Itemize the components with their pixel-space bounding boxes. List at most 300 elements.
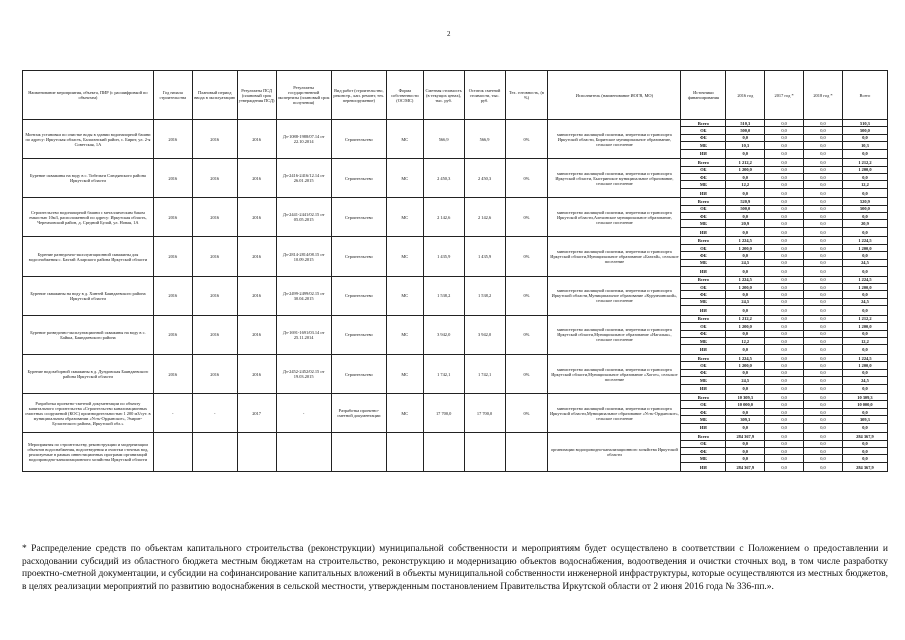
funding-source-cell: ОБ [681,362,726,369]
value-v2017-cell: 0,0 [765,127,804,134]
value-v2018-cell: 0,0 [804,423,843,433]
header-work-type: Вид работ (строительство, реконстр., кап. ремонт, тех. перевооружение) [331,71,386,120]
value-v2017-cell: 0,0 [765,384,804,394]
funding-source-cell: ОБ [681,284,726,291]
header-psd-results: Результаты ПСД (плановый срок утверждения ПСД) [237,71,276,120]
ownership-cell: МС [386,237,423,276]
value-v2017-cell: 0,0 [765,455,804,462]
object-name-cell: Мероприятия по строительству, реконструкции и модернизации объектов водоснабжения, водоотведения и очистки сточных вод, реализуемые в рамках инвестиционных программ организаций водопроводно-канализационного хозяйства Иркутской области [23,433,154,472]
funding-source-cell: ОБ [681,244,726,251]
value-v2017-cell: 0,0 [765,227,804,237]
header-name: Наименование мероприятия, объекта, ПИР (с расшифровкой по объектам) [23,71,154,120]
planned-period-cell: 2016 [192,237,237,276]
value-v2016-cell: 0,0 [726,173,765,180]
expertise-result-cell: Дз-2814-2814/08.15 от 10.09.2015 [276,237,331,276]
remaining-cost-cell [464,433,505,472]
value-v2016-cell: 24,5 [726,377,765,384]
remaining-cost-cell: 1 742,1 [464,354,505,393]
value-v2018-cell: 0,0 [804,198,843,205]
value-v2018-cell: 0,0 [804,455,843,462]
value-total-cell: 0,0 [842,252,887,259]
value-total-cell: 500,0 [842,205,887,212]
value-total-cell: 12,2 [842,181,887,188]
expertise-result-cell: Дз-1088-1988/07.14 от 22.10.2014 [276,120,331,159]
value-v2018-cell: 0,0 [804,440,843,447]
funding-source-cell: ФБ [681,291,726,298]
value-v2017-cell: 0,0 [765,345,804,355]
value-v2016-cell: 1 212,2 [726,315,765,322]
funding-source-cell: ОБ [681,401,726,408]
value-v2017-cell: 0,0 [765,323,804,330]
expertise-result-cell: Дз-2416-2416/12.14 от 26.01.2015 [276,159,331,198]
value-v2018-cell: 0,0 [804,120,843,127]
header-planned-period: Плановый период ввода в эксплуатацию [192,71,237,120]
funding-source-cell: Всего [681,237,726,244]
executor-cell: министерство жилищной политики, энергетики и транспорта Иркутской области,Муниципальное образование «Хогот», сельское поселение [548,354,681,393]
value-v2016-cell: 1 224,5 [726,237,765,244]
value-total-cell: 1 200,0 [842,284,887,291]
value-v2016-cell: 0,0 [726,188,765,198]
value-v2016-cell: 0,0 [726,408,765,415]
value-v2016-cell: 0,0 [726,440,765,447]
ownership-cell: МС [386,354,423,393]
funding-source-cell: МБ [681,416,726,423]
value-total-cell: 309,3 [842,416,887,423]
value-v2018-cell: 0,0 [804,416,843,423]
value-v2017-cell: 0,0 [765,315,804,322]
year-start-cell: 2016 [153,315,192,354]
estimated-cost-cell: 2 450,3 [423,159,464,198]
value-v2017-cell: 0,0 [765,252,804,259]
remaining-cost-cell: 2 450,3 [464,159,505,198]
readiness-cell: 0% [505,198,548,237]
value-total-cell: 0,0 [842,291,887,298]
year-start-cell: 2016 [153,159,192,198]
planned-period-cell [192,433,237,472]
table-row [23,315,888,322]
value-v2018-cell: 0,0 [804,401,843,408]
value-total-cell: 24,5 [842,298,887,305]
value-v2018-cell: 0,0 [804,267,843,277]
value-v2017-cell: 0,0 [765,362,804,369]
value-total-cell: 0,0 [842,306,887,316]
funding-source-cell: МБ [681,181,726,188]
header-2016: 2016 год [726,71,765,120]
header-remaining-cost: Остаток сметной стоимости, тыс. руб. [464,71,505,120]
value-v2017-cell: 0,0 [765,149,804,159]
work-type-cell: Строительство [331,354,386,393]
table-body [23,120,888,472]
work-type-cell: Строительство [331,237,386,276]
value-total-cell: 10 000,0 [842,401,887,408]
value-v2017-cell: 0,0 [765,237,804,244]
value-v2018-cell: 0,0 [804,173,843,180]
funding-source-cell: МБ [681,220,726,227]
value-v2016-cell: 1 200,0 [726,284,765,291]
executor-cell: министерство жилищной политики, энергетики и транспорта Иркутской области, Биритское муниципальное образование, сельское поселение [548,120,681,159]
value-total-cell: 0,0 [842,423,887,433]
value-v2017-cell: 0,0 [765,369,804,376]
year-start-cell [153,433,192,472]
estimated-cost-cell: 2 142,6 [423,198,464,237]
funding-source-cell: ОБ [681,205,726,212]
work-type-cell: Разработка проектно-сметной документации [331,394,386,433]
value-v2018-cell: 0,0 [804,394,843,401]
value-v2017-cell: 0,0 [765,205,804,212]
readiness-cell: 0% [505,120,548,159]
value-v2016-cell: 500,0 [726,127,765,134]
funding-source-cell: Всего [681,159,726,166]
value-total-cell: 500,0 [842,127,887,134]
value-v2018-cell: 0,0 [804,181,843,188]
work-type-cell: Строительство [331,276,386,315]
value-total-cell: 284 367,9 [842,433,887,440]
expertise-result-cell [276,433,331,472]
page-number: 2 [447,30,451,38]
value-total-cell: 0,0 [842,408,887,415]
investment-table-container [22,70,888,472]
ownership-cell: МС [386,120,423,159]
executor-cell: организации водопроводно-канализационного хозяйства Иркутской области [548,433,681,472]
value-v2017-cell: 0,0 [765,408,804,415]
work-type-cell: Строительство [331,120,386,159]
value-v2017-cell: 0,0 [765,166,804,173]
value-v2016-cell: 0,0 [726,149,765,159]
value-v2016-cell: 1 224,5 [726,354,765,361]
value-v2018-cell: 0,0 [804,433,843,440]
value-v2016-cell: 0,0 [726,384,765,394]
funding-source-cell: Всего [681,315,726,322]
estimated-cost-cell: 566,9 [423,120,464,159]
value-v2016-cell: 284 367,9 [726,433,765,440]
header-readiness: Тех. готовность, (в %) [505,71,548,120]
value-v2017-cell: 0,0 [765,423,804,433]
funding-source-cell: Всего [681,198,726,205]
funding-source-cell: ФБ [681,330,726,337]
funding-source-cell: ОБ [681,440,726,447]
value-total-cell: 0,0 [842,188,887,198]
value-v2017-cell: 0,0 [765,291,804,298]
value-v2016-cell: 10 000,0 [726,401,765,408]
planned-period-cell: 2016 [192,198,237,237]
work-type-cell: Строительство [331,315,386,354]
value-v2018-cell: 0,0 [804,276,843,283]
value-v2017-cell: 0,0 [765,306,804,316]
funding-source-cell: ФБ [681,408,726,415]
funding-source-cell: Всего [681,354,726,361]
work-type-cell: Строительство [331,198,386,237]
value-total-cell: 1 200,0 [842,362,887,369]
value-v2018-cell: 0,0 [804,142,843,149]
value-total-cell: 1 224,5 [842,237,887,244]
ownership-cell: МС [386,315,423,354]
header-2017: 2017 год * [765,71,804,120]
funding-source-cell: ИИ [681,149,726,159]
value-v2018-cell: 0,0 [804,298,843,305]
funding-source-cell: ИИ [681,462,726,472]
funding-source-cell: ИИ [681,423,726,433]
table-row [23,237,888,244]
funding-source-cell: ФБ [681,448,726,455]
value-v2017-cell: 0,0 [765,220,804,227]
value-v2017-cell: 0,0 [765,354,804,361]
value-v2018-cell: 0,0 [804,462,843,472]
value-v2016-cell: 20,9 [726,220,765,227]
value-v2016-cell: 0,0 [726,369,765,376]
value-v2017-cell: 0,0 [765,401,804,408]
value-v2017-cell: 0,0 [765,259,804,266]
year-start-cell: 2016 [153,198,192,237]
funding-source-cell: МБ [681,337,726,344]
readiness-cell: 0% [505,354,548,393]
planned-period-cell: 2016 [192,354,237,393]
value-total-cell: 0,0 [842,267,887,277]
psd-result-cell [237,433,276,472]
executor-cell: министерство жилищной политики, энергетики и транспорта Иркутской области, Быстринское муниципальное образование, сельское поселение [548,159,681,198]
value-total-cell: 0,0 [842,440,887,447]
value-v2016-cell: 0,0 [726,455,765,462]
value-v2018-cell: 0,0 [804,237,843,244]
funding-source-cell: МБ [681,455,726,462]
value-total-cell: 10,3 [842,142,887,149]
value-total-cell: 0,0 [842,134,887,141]
readiness-cell: 0% [505,315,548,354]
value-v2018-cell: 0,0 [804,408,843,415]
header-executor: Исполнитель (наименование ИОГВ, МО) [548,71,681,120]
value-v2017-cell: 0,0 [765,394,804,401]
ownership-cell: МС [386,198,423,237]
planned-period-cell: - [192,394,237,433]
estimated-cost-cell: 1 742,1 [423,354,464,393]
value-v2016-cell: 0,0 [726,213,765,220]
value-v2016-cell: 1 224,5 [726,276,765,283]
funding-source-cell: МБ [681,298,726,305]
executor-cell: министерство жилищной политики, энергетики и транспорта Иркутской области,Муниципальное образование «Курумчинский», сельское поселение [548,276,681,315]
value-v2017-cell: 0,0 [765,440,804,447]
value-v2016-cell: 0,0 [726,267,765,277]
object-name-cell: Разработка проектно-сметной документации по объекту капитального строительства «Строительство канализационных очистных сооружений (КОС) производительностью 1 200 м3/сут. в муниципальном образовании «Усть-Ордынское», Эхирит-Булагатского района, Иркутской обл.» [23,394,154,433]
funding-source-cell: МБ [681,259,726,266]
value-total-cell: 0,0 [842,345,887,355]
value-v2018-cell: 0,0 [804,284,843,291]
readiness-cell: 0% [505,276,548,315]
value-v2017-cell: 0,0 [765,276,804,283]
funding-source-cell: ОБ [681,166,726,173]
value-total-cell: 20,9 [842,220,887,227]
value-v2016-cell: 10,3 [726,142,765,149]
executor-cell: министерство жилищной политики, энергетики и транспорта Иркутской области,Муниципальное образование «Бахтай», сельское поселение [548,237,681,276]
value-total-cell: 1 224,5 [842,276,887,283]
psd-result-cell: 2016 [237,198,276,237]
value-total-cell: 1 200,0 [842,323,887,330]
readiness-cell: 0% [505,394,548,433]
value-v2017-cell: 0,0 [765,142,804,149]
value-v2018-cell: 0,0 [804,377,843,384]
funding-source-cell: ФБ [681,213,726,220]
value-v2016-cell: 0,0 [726,291,765,298]
executor-cell: министерство жилищной политики, энергетики и транспорта Иркутской области,Алехинское муниципальное образование, сельское поселение [548,198,681,237]
value-v2017-cell: 0,0 [765,173,804,180]
value-total-cell: 0,0 [842,213,887,220]
funding-source-cell: ОБ [681,127,726,134]
object-name-cell: Бурение водозаборной скважины в д. Дундовская Баяндаевского района Иркутской области [23,354,154,393]
table-row [23,433,888,440]
value-v2018-cell: 0,0 [804,362,843,369]
value-v2018-cell: 0,0 [804,330,843,337]
value-v2018-cell: 0,0 [804,384,843,394]
header-year-start: Год начала строительства [153,71,192,120]
object-name-cell: Бурение разведочно-эксплуатационной скважины для водоснабжения с. Бахтай Аларского района Иркутской области [23,237,154,276]
value-v2018-cell: 0,0 [804,149,843,159]
value-v2018-cell: 0,0 [804,315,843,322]
estimated-cost-cell: 1 538,2 [423,276,464,315]
value-v2018-cell: 0,0 [804,205,843,212]
value-total-cell: 1 224,5 [842,354,887,361]
value-total-cell: 0,0 [842,173,887,180]
funding-source-cell: ОБ [681,323,726,330]
value-v2018-cell: 0,0 [804,159,843,166]
planned-period-cell: 2016 [192,315,237,354]
value-v2017-cell: 0,0 [765,448,804,455]
remaining-cost-cell: 17 700,0 [464,394,505,433]
value-v2017-cell: 0,0 [765,159,804,166]
value-total-cell: 0,0 [842,330,887,337]
expertise-result-cell: Дз-2441-2441/02.15 от 05.05.2015 [276,198,331,237]
value-v2017-cell: 0,0 [765,181,804,188]
value-v2018-cell: 0,0 [804,448,843,455]
work-type-cell [331,433,386,472]
value-v2016-cell: 0,0 [726,345,765,355]
estimated-cost-cell [423,433,464,472]
value-total-cell: 0,0 [842,369,887,376]
planned-period-cell: 2016 [192,276,237,315]
value-v2018-cell: 0,0 [804,220,843,227]
year-start-cell: - [153,394,192,433]
value-v2016-cell: 12,2 [726,337,765,344]
work-type-cell: Строительство [331,159,386,198]
readiness-cell [505,433,548,472]
value-v2016-cell: 284 367,9 [726,462,765,472]
planned-period-cell: 2016 [192,120,237,159]
investment-table [22,70,888,472]
value-v2017-cell: 0,0 [765,416,804,423]
value-v2018-cell: 0,0 [804,291,843,298]
year-start-cell: 2016 [153,354,192,393]
value-v2016-cell: 1 200,0 [726,244,765,251]
value-total-cell: 0,0 [842,384,887,394]
expertise-result-cell: Дз-2452-2452/02.15 от 19.03.2015 [276,354,331,393]
value-v2016-cell: 1 200,0 [726,166,765,173]
value-total-cell: 0,0 [842,149,887,159]
remaining-cost-cell: 1 538,2 [464,276,505,315]
value-v2018-cell: 0,0 [804,345,843,355]
value-v2017-cell: 0,0 [765,134,804,141]
value-v2016-cell: 0,0 [726,252,765,259]
value-total-cell: 1 212,2 [842,159,887,166]
value-v2018-cell: 0,0 [804,252,843,259]
estimated-cost-cell: 1 435,9 [423,237,464,276]
value-total-cell: 24,5 [842,377,887,384]
value-total-cell: 0,0 [842,448,887,455]
value-v2016-cell: 1 212,2 [726,159,765,166]
value-v2018-cell: 0,0 [804,227,843,237]
psd-result-cell: 2016 [237,237,276,276]
table-row [23,198,888,205]
estimated-cost-cell: 3 942,0 [423,315,464,354]
object-name-cell: Бурение скважины на воду в д. Хинтей Баяндаевского района Иркутской области [23,276,154,315]
value-v2018-cell: 0,0 [804,166,843,173]
value-total-cell: 1 200,0 [842,244,887,251]
psd-result-cell: 2016 [237,276,276,315]
psd-result-cell: 2016 [237,354,276,393]
table-header-row [23,71,888,120]
value-v2017-cell: 0,0 [765,377,804,384]
funding-source-cell: Всего [681,120,726,127]
funding-source-cell: ИИ [681,384,726,394]
object-name-cell: Монтаж установки по очистке воды в здании водонапорной башни по адресу: Иркутская область, Балаганский район, с. Бирит, ул. 2-я Советская, 1А [23,120,154,159]
value-v2016-cell: 1 200,0 [726,362,765,369]
value-v2016-cell: 510,3 [726,120,765,127]
value-total-cell: 1 200,0 [842,166,887,173]
value-v2016-cell: 10 309,3 [726,394,765,401]
psd-result-cell: 2017 [237,394,276,433]
expertise-result-cell: Дз-2499-2499/02.15 от 30.04.2015 [276,276,331,315]
year-start-cell: 2016 [153,120,192,159]
funding-source-cell: ИИ [681,306,726,316]
value-v2016-cell: 309,3 [726,416,765,423]
executor-cell: министерство жилищной политики, энергетики и транспорта Иркутской области,Муниципальное образование «Нагалык», сельское поселение [548,315,681,354]
funding-source-cell: МБ [681,377,726,384]
table-row [23,120,888,127]
year-start-cell: 2016 [153,276,192,315]
value-total-cell: 24,5 [842,259,887,266]
value-v2016-cell: 0,0 [726,134,765,141]
funding-source-cell: ИИ [681,227,726,237]
remaining-cost-cell: 2 142,6 [464,198,505,237]
value-v2018-cell: 0,0 [804,134,843,141]
ownership-cell [386,433,423,472]
header-total: Всего [842,71,887,120]
funding-source-cell: Всего [681,276,726,283]
readiness-cell: 0% [505,237,548,276]
psd-result-cell: 2016 [237,315,276,354]
funding-source-cell: ИИ [681,267,726,277]
remaining-cost-cell: 3 942,0 [464,315,505,354]
object-name-cell: Бурение разведочно-эксплуатационной скважины на воду в с. Байша, Баяндаевского района [23,315,154,354]
value-v2016-cell: 0,0 [726,227,765,237]
header-expertise: Результаты государственной экспертизы (плановый срок получения) [276,71,331,120]
table-row [23,394,888,401]
value-v2018-cell: 0,0 [804,306,843,316]
expertise-result-cell: Дз-1691-1691/03.14 от 25.11.2014 [276,315,331,354]
value-v2017-cell: 0,0 [765,298,804,305]
footnote: * Распределение средств по объектам капитального строительства (реконструкции) муниципальной собственности и мероприятиям будет осуществлено в соответствии с Положением о предоставлении и расходовании субсидий из областного бюджета местным бюджетам на строительство, реконструкцию и модернизацию объектов водоснабжения, водоотведения и очистки сточных вод, в том числе разработку проектно-сметной документации, и субсидии на софинансирование капитальных вложений в объекты муниципальной собственности инженерной инфраструктуры, которые осуществляются из местных бюджетов, в целях реализации мероприятий по развитию водоснабжения в сельской местности, утвержденным постановлением Правительства Иркутской области от 2 июня 2016 года № 336-пп.». [22,544,888,592]
year-start-cell: 2016 [153,237,192,276]
value-v2017-cell: 0,0 [765,284,804,291]
value-v2018-cell: 0,0 [804,259,843,266]
header-funding-source: Источники финансирования [681,71,726,120]
value-v2016-cell: 0,0 [726,330,765,337]
value-v2016-cell: 500,0 [726,205,765,212]
value-v2016-cell: 12,2 [726,181,765,188]
value-v2018-cell: 0,0 [804,337,843,344]
funding-source-cell: ФБ [681,134,726,141]
funding-source-cell: ИИ [681,188,726,198]
funding-source-cell: Всего [681,433,726,440]
value-v2017-cell: 0,0 [765,330,804,337]
value-v2017-cell: 0,0 [765,213,804,220]
ownership-cell: МС [386,276,423,315]
